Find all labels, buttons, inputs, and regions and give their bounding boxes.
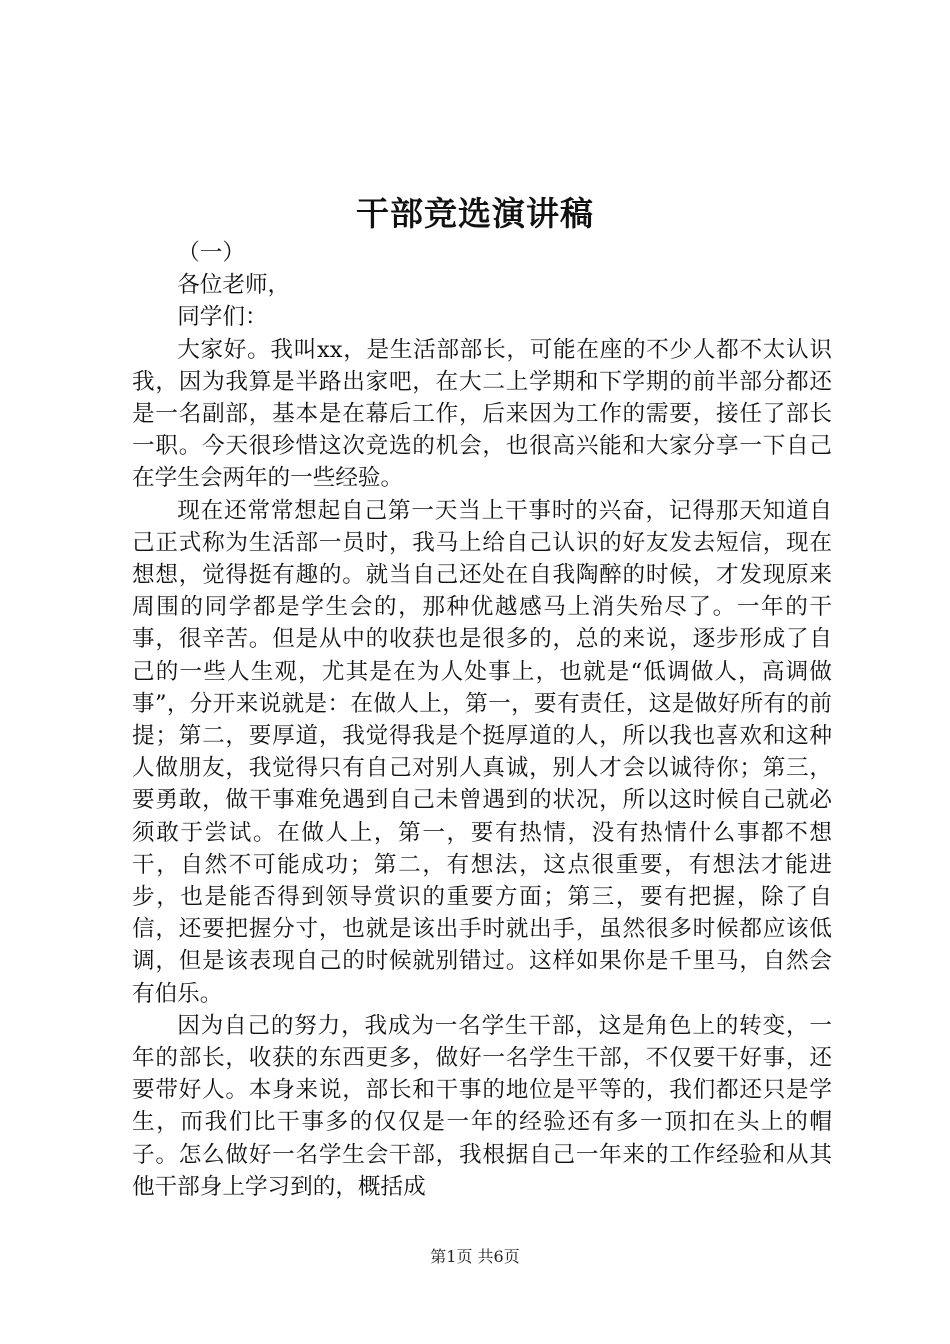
body-paragraph: 大家好。我叫xx，是生活部部长，可能在座的不少人都不太认识我，因为我算是半路出家吧，在大二上学期和下学期的前半部分都还是一名副部，基本是在幕后工作，后来因为工作的需要，接任了部长一职。今天很珍惜这次竞选的机会，也很高兴能和大家分享一下自己在学生会两年的一些经验。 xyxy=(132,336,832,492)
section-number: （一） xyxy=(177,240,245,266)
body-paragraph: 因为自己的努力，我成为一名学生干部，这是角色上的转变，一年的部长，收获的东西更多，做好一名学生干部，不仅要干好事，还要带好人。本身来说，部长和干事的地位是平等的，我们都还只是学生，而我们比干事多的仅仅是一年的经验还有多一顶扣在头上的帽子。怎么做好一名学生会干部，我根据自己一年来的工作经验和从其他干部身上学习到的，概括成 xyxy=(132,1012,832,1200)
document-title: 干部竞选演讲稿 xyxy=(356,194,594,233)
page-footer: 第1页 共6页 xyxy=(430,1247,520,1266)
salutation-teachers: 各位老师， xyxy=(177,272,291,299)
salutation-students: 同学们： xyxy=(177,304,268,331)
body-paragraph: 现在还常常想起自己第一天当上干事时的兴奋，记得那天知道自己正式称为生活部一员时，我马上给自己认识的好友发去短信，现在想想，觉得挺有趣的。就当自己还处在自我陶醉的时候，才发现原来周围的同学都是学生会的，那种优越感马上消失殆尽了。一年的干事，很辛苦。但是从中的收获也是很多的，总的来说，逐步形成了自己的一些人生观，尤其是在为人处事上，也就是“低调做人，高调做事”，分开来说就是：在做人上，第一，要有责任，这是做好所有的前提；第二，要厚道，我觉得我是个挺厚道的人，所以我也喜欢和这种人做朋友，我觉得只有自己对别人真诚，别人才会以诚待你；第三，要勇敢，做干事难免遇到自己未曾遇到的状况，所以这时候自己就必须敢于尝试。在做人上，第一，要有热情，没有热情什么事都不想干，自然不可能成功；第二，有想法，这点很重要，有想法才能进步，也是能否得到领导赏识的重要方面；第三，要有把握，除了自信，还要把握分寸，也就是该出手时就出手，虽然很多时候都应该低调，但是该表现自己的时候就别错过。这样如果你是千里马，自然会有伯乐。 xyxy=(132,497,832,1007)
document-body xyxy=(132,237,832,1203)
